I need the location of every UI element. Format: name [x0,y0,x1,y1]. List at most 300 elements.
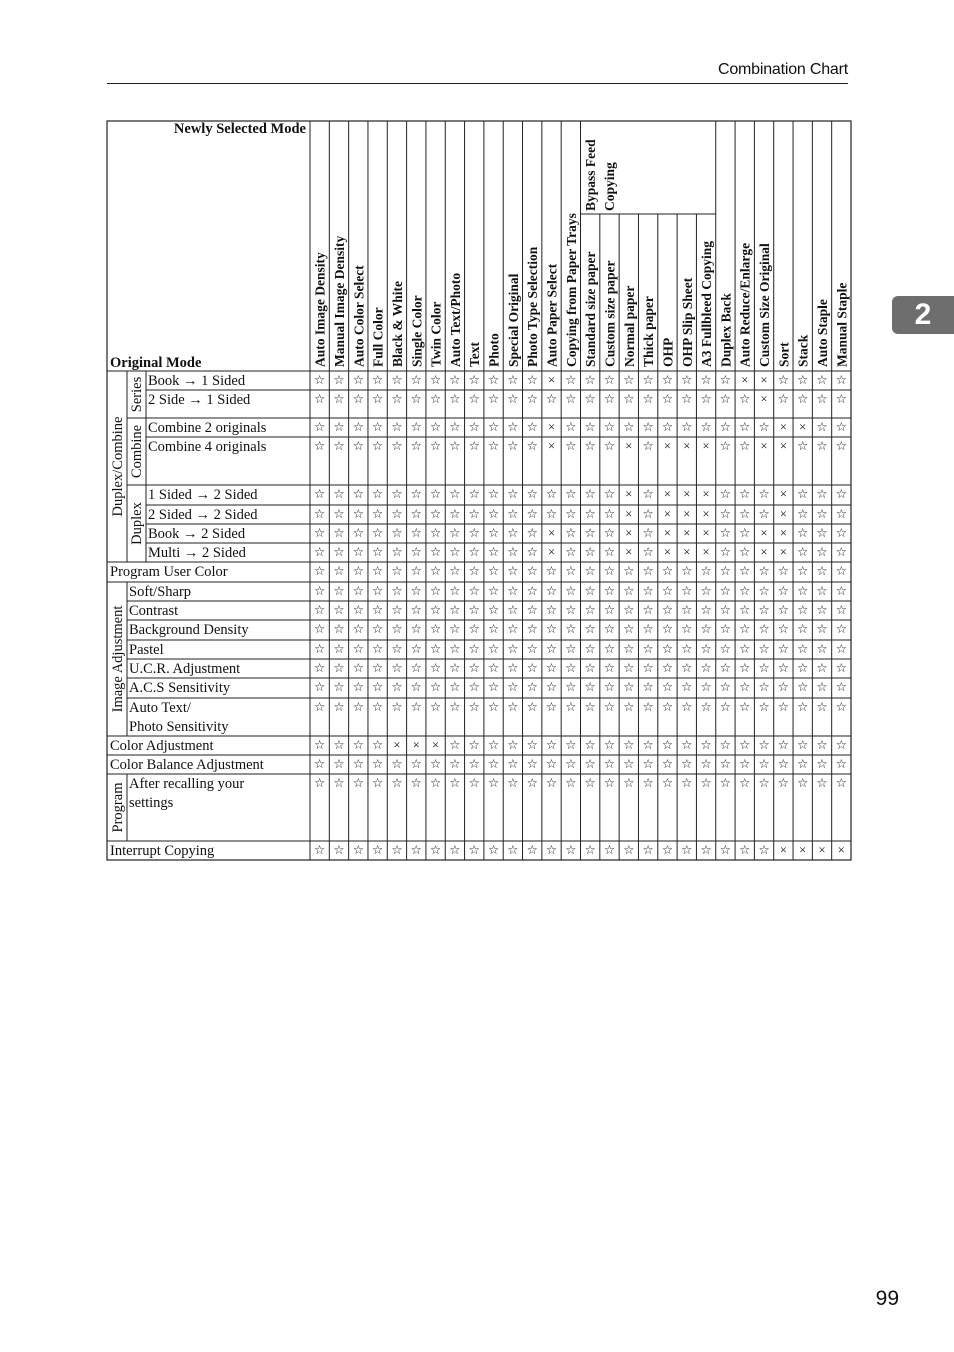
cell-allowed-mark: ☆ [372,545,384,559]
cell-allowed-mark: ☆ [642,526,654,540]
cell-allowed-mark: ☆ [487,680,500,694]
cell-allowed-mark: ☆ [681,661,693,675]
cell-allowed-mark: ☆ [565,738,577,752]
cell-allowed-mark: ☆ [429,564,442,578]
cell-allowed-mark: ☆ [507,642,519,656]
cell-allowed-mark: ☆ [314,642,326,656]
cell-allowed-mark: ☆ [449,680,461,694]
cell-allowed-mark: ☆ [797,700,809,714]
cell-allowed-mark: ☆ [739,738,751,752]
cell-allowed-mark: ☆ [507,843,519,857]
cell-allowed-mark: ☆ [391,680,403,694]
cell-allowed-mark: ☆ [468,776,480,790]
cell-allowed-mark: ☆ [545,487,558,501]
cell-allowed-mark: ☆ [391,622,403,636]
cell-allowed-mark: ☆ [487,738,500,752]
cell-allowed-mark: ☆ [507,776,519,790]
group-header-bypass-feed: Bypass Feed [583,139,599,211]
cell-allowed-mark: ☆ [642,564,654,578]
cell-allowed-mark: ☆ [816,757,828,771]
cell-allowed-mark: ☆ [333,507,345,521]
cell-allowed-mark: ☆ [468,603,480,617]
cell-allowed-mark: ☆ [758,843,770,857]
cell-allowed-mark: ☆ [603,584,616,598]
cell-allowed-mark: ☆ [797,373,809,387]
cell-allowed-mark: ☆ [758,642,770,656]
cell-allowed-mark: ☆ [835,420,847,434]
cell-allowed-mark: ☆ [487,526,500,540]
cell-allowed-mark: ☆ [719,373,732,387]
cell-not-allowed-mark: × [547,373,556,387]
cell-allowed-mark: ☆ [468,700,480,714]
cell-allowed-mark: ☆ [739,564,751,578]
cell-allowed-mark: ☆ [333,603,345,617]
cell-allowed-mark: ☆ [584,843,596,857]
cell-allowed-mark: ☆ [584,757,596,771]
cell-allowed-mark: ☆ [758,603,770,617]
cell-allowed-mark: ☆ [468,439,480,453]
cell-allowed-mark: ☆ [526,680,538,694]
cell-allowed-mark: ☆ [352,661,364,675]
cell-allowed-mark: ☆ [507,757,519,771]
cell-allowed-mark: ☆ [391,603,403,617]
cell-allowed-mark: ☆ [797,439,809,453]
cell-allowed-mark: ☆ [719,738,732,752]
cell-allowed-mark: ☆ [487,622,500,636]
cell-allowed-mark: ☆ [739,603,751,617]
cell-allowed-mark: ☆ [835,700,847,714]
column-header: Photo [486,333,502,367]
cell-allowed-mark: ☆ [584,373,596,387]
cell-allowed-mark: ☆ [700,661,712,675]
cell-allowed-mark: ☆ [603,564,616,578]
cell-allowed-mark: ☆ [584,584,596,598]
cell-allowed-mark: ☆ [333,584,345,598]
cell-allowed-mark: ☆ [410,487,422,501]
cell-not-allowed-mark: × [663,487,671,501]
cell-allowed-mark: ☆ [565,373,577,387]
cell-allowed-mark: ☆ [835,373,847,387]
cell-allowed-mark: ☆ [372,564,384,578]
cell-allowed-mark: ☆ [835,526,847,540]
cell-allowed-mark: ☆ [526,507,538,521]
cell-allowed-mark: ☆ [661,776,674,790]
cell-allowed-mark: ☆ [391,392,403,406]
cell-allowed-mark: ☆ [545,680,558,694]
cell-not-allowed-mark: × [760,545,768,559]
cell-allowed-mark: ☆ [565,564,577,578]
cell-allowed-mark: ☆ [449,584,461,598]
cell-allowed-mark: ☆ [468,545,480,559]
cell-allowed-mark: ☆ [758,661,770,675]
cell-allowed-mark: ☆ [333,564,345,578]
cell-allowed-mark: ☆ [449,622,461,636]
cell-allowed-mark: ☆ [623,622,635,636]
column-header: Manual Image Density [331,235,347,367]
cell-allowed-mark: ☆ [681,738,693,752]
cell-allowed-mark: ☆ [719,680,732,694]
cell-allowed-mark: ☆ [623,661,635,675]
subgroup-combine: Combine [129,424,145,479]
cell-allowed-mark: ☆ [352,642,364,656]
cell-allowed-mark: ☆ [352,603,364,617]
cell-allowed-mark: ☆ [603,392,616,406]
cell-allowed-mark: ☆ [468,373,480,387]
corner-original-mode: Original Mode [110,355,202,371]
cell-allowed-mark: ☆ [623,392,635,406]
cell-allowed-mark: ☆ [603,439,616,453]
cell-not-allowed-mark: × [760,392,768,406]
cell-allowed-mark: ☆ [816,564,828,578]
cell-allowed-mark: ☆ [314,661,326,675]
cell-allowed-mark: ☆ [661,373,674,387]
cell-allowed-mark: ☆ [603,680,616,694]
cell-allowed-mark: ☆ [623,564,635,578]
cell-not-allowed-mark: × [702,487,710,501]
cell-not-allowed-mark: × [547,526,556,540]
cell-not-allowed-mark: × [702,507,710,521]
cell-not-allowed-mark: × [683,545,691,559]
cell-allowed-mark: ☆ [719,642,732,656]
cell-allowed-mark: ☆ [719,545,732,559]
cell-allowed-mark: ☆ [816,526,828,540]
cell-allowed-mark: ☆ [661,584,674,598]
cell-not-allowed-mark: × [760,373,768,387]
cell-allowed-mark: ☆ [642,843,654,857]
cell-allowed-mark: ☆ [468,680,480,694]
cell-not-allowed-mark: × [625,545,633,559]
cell-not-allowed-mark: × [547,420,556,434]
cell-not-allowed-mark: × [799,843,807,857]
cell-allowed-mark: ☆ [700,738,712,752]
cell-allowed-mark: ☆ [372,439,384,453]
row-label: Combine 4 originals [148,439,267,455]
cell-not-allowed-mark: × [625,487,633,501]
cell-allowed-mark: ☆ [719,507,732,521]
cell-allowed-mark: ☆ [565,545,577,559]
cell-allowed-mark: ☆ [507,622,519,636]
cell-allowed-mark: ☆ [661,843,674,857]
cell-allowed-mark: ☆ [777,757,789,771]
cell-allowed-mark: ☆ [429,584,442,598]
cell-allowed-mark: ☆ [584,487,596,501]
cell-allowed-mark: ☆ [603,603,616,617]
cell-allowed-mark: ☆ [352,373,364,387]
cell-allowed-mark: ☆ [314,420,326,434]
cell-allowed-mark: ☆ [410,776,422,790]
cell-allowed-mark: ☆ [719,776,732,790]
cell-allowed-mark: ☆ [739,700,751,714]
cell-allowed-mark: ☆ [487,392,500,406]
cell-allowed-mark: ☆ [468,843,480,857]
cell-allowed-mark: ☆ [429,507,442,521]
cell-allowed-mark: ☆ [333,700,345,714]
cell-allowed-mark: ☆ [429,843,442,857]
row-label: Auto Text/ [129,700,191,716]
cell-allowed-mark: ☆ [797,526,809,540]
cell-allowed-mark: ☆ [816,603,828,617]
cell-allowed-mark: ☆ [816,584,828,598]
cell-allowed-mark: ☆ [410,564,422,578]
cell-allowed-mark: ☆ [526,603,538,617]
cell-allowed-mark: ☆ [314,584,326,598]
cell-allowed-mark: ☆ [835,545,847,559]
cell-allowed-mark: ☆ [623,420,635,434]
cell-allowed-mark: ☆ [835,738,847,752]
cell-allowed-mark: ☆ [565,584,577,598]
cell-allowed-mark: ☆ [739,507,751,521]
cell-not-allowed-mark: × [837,843,845,857]
cell-allowed-mark: ☆ [391,373,403,387]
cell-allowed-mark: ☆ [487,439,500,453]
cell-not-allowed-mark: × [547,439,556,453]
cell-not-allowed-mark: × [393,738,401,752]
cell-allowed-mark: ☆ [565,776,577,790]
cell-allowed-mark: ☆ [758,564,770,578]
cell-allowed-mark: ☆ [816,373,828,387]
cell-allowed-mark: ☆ [372,420,384,434]
cell-allowed-mark: ☆ [468,757,480,771]
row-label: Soft/Sharp [129,584,192,600]
cell-allowed-mark: ☆ [545,622,558,636]
cell-allowed-mark: ☆ [642,622,654,636]
cell-allowed-mark: ☆ [352,776,364,790]
cell-allowed-mark: ☆ [719,757,732,771]
cell-allowed-mark: ☆ [661,392,674,406]
cell-allowed-mark: ☆ [758,507,770,521]
cell-allowed-mark: ☆ [739,680,751,694]
cell-allowed-mark: ☆ [449,776,461,790]
cell-allowed-mark: ☆ [816,622,828,636]
cell-allowed-mark: ☆ [565,392,577,406]
cell-allowed-mark: ☆ [487,757,500,771]
cell-allowed-mark: ☆ [545,603,558,617]
cell-allowed-mark: ☆ [700,420,712,434]
row-label: After recalling your [129,776,245,792]
cell-allowed-mark: ☆ [584,700,596,714]
cell-allowed-mark: ☆ [603,526,616,540]
cell-allowed-mark: ☆ [835,392,847,406]
column-header: Stack [795,334,811,367]
column-header: Black & White [389,280,405,367]
cell-allowed-mark: ☆ [429,526,442,540]
cell-allowed-mark: ☆ [449,843,461,857]
cell-allowed-mark: ☆ [758,584,770,598]
cell-allowed-mark: ☆ [797,564,809,578]
row-label: Combine 2 originals [148,420,267,436]
cell-allowed-mark: ☆ [797,738,809,752]
cell-allowed-mark: ☆ [642,603,654,617]
cell-allowed-mark: ☆ [681,642,693,656]
cell-allowed-mark: ☆ [410,843,422,857]
cell-allowed-mark: ☆ [623,843,635,857]
cell-not-allowed-mark: × [702,439,710,453]
cell-allowed-mark: ☆ [584,507,596,521]
cell-allowed-mark: ☆ [429,603,442,617]
cell-allowed-mark: ☆ [719,487,732,501]
cell-allowed-mark: ☆ [507,526,519,540]
cell-allowed-mark: ☆ [681,776,693,790]
chapter-tab[interactable]: 2 [892,296,954,334]
cell-allowed-mark: ☆ [642,738,654,752]
cell-allowed-mark: ☆ [410,603,422,617]
cell-not-allowed-mark: × [625,526,633,540]
cell-allowed-mark: ☆ [777,776,789,790]
cell-allowed-mark: ☆ [719,439,732,453]
cell-allowed-mark: ☆ [429,439,442,453]
cell-allowed-mark: ☆ [507,584,519,598]
cell-allowed-mark: ☆ [352,584,364,598]
cell-allowed-mark: ☆ [372,738,384,752]
group-program: Program [110,782,126,833]
column-header: Auto Reduce/Enlarge [737,242,753,367]
cell-allowed-mark: ☆ [526,564,538,578]
cell-allowed-mark: ☆ [816,439,828,453]
cell-allowed-mark: ☆ [603,487,616,501]
cell-allowed-mark: ☆ [372,680,384,694]
cell-allowed-mark: ☆ [545,564,558,578]
cell-allowed-mark: ☆ [449,526,461,540]
cell-allowed-mark: ☆ [352,420,364,434]
cell-allowed-mark: ☆ [468,738,480,752]
cell-not-allowed-mark: × [779,507,787,521]
cell-allowed-mark: ☆ [642,680,654,694]
cell-allowed-mark: ☆ [410,420,422,434]
column-header: Special Original [505,273,521,367]
cell-allowed-mark: ☆ [429,392,442,406]
cell-allowed-mark: ☆ [314,526,326,540]
cell-allowed-mark: ☆ [797,757,809,771]
column-header: Manual Staple [834,282,850,367]
cell-allowed-mark: ☆ [487,843,500,857]
cell-allowed-mark: ☆ [661,661,674,675]
cell-allowed-mark: ☆ [758,738,770,752]
cell-allowed-mark: ☆ [391,661,403,675]
cell-allowed-mark: ☆ [449,507,461,521]
column-header: Twin Color [428,301,444,367]
cell-not-allowed-mark: × [663,526,671,540]
cell-allowed-mark: ☆ [314,757,326,771]
cell-allowed-mark: ☆ [642,642,654,656]
cell-allowed-mark: ☆ [352,843,364,857]
cell-allowed-mark: ☆ [352,487,364,501]
cell-allowed-mark: ☆ [603,700,616,714]
cell-allowed-mark: ☆ [449,373,461,387]
cell-allowed-mark: ☆ [391,757,403,771]
cell-allowed-mark: ☆ [603,757,616,771]
cell-allowed-mark: ☆ [545,700,558,714]
cell-allowed-mark: ☆ [545,843,558,857]
cell-allowed-mark: ☆ [739,584,751,598]
cell-allowed-mark: ☆ [565,843,577,857]
cell-allowed-mark: ☆ [777,373,789,387]
cell-allowed-mark: ☆ [603,738,616,752]
cell-allowed-mark: ☆ [487,507,500,521]
cell-allowed-mark: ☆ [603,373,616,387]
group-duplex-combine: Duplex/Combine [110,416,126,517]
cell-allowed-mark: ☆ [314,776,326,790]
cell-allowed-mark: ☆ [333,757,345,771]
cell-not-allowed-mark: × [663,439,671,453]
column-header: Standard size paper [583,251,599,367]
cell-allowed-mark: ☆ [545,584,558,598]
cell-allowed-mark: ☆ [700,700,712,714]
column-header: Custom Size Original [757,243,773,367]
cell-allowed-mark: ☆ [487,661,500,675]
cell-allowed-mark: ☆ [700,392,712,406]
cell-allowed-mark: ☆ [642,507,654,521]
cell-allowed-mark: ☆ [545,757,558,771]
cell-allowed-mark: ☆ [565,680,577,694]
cell-allowed-mark: ☆ [487,700,500,714]
cell-allowed-mark: ☆ [410,439,422,453]
cell-allowed-mark: ☆ [314,507,326,521]
cell-allowed-mark: ☆ [391,439,403,453]
cell-allowed-mark: ☆ [719,622,732,636]
cell-allowed-mark: ☆ [681,680,693,694]
column-header: Full Color [370,307,386,367]
cell-allowed-mark: ☆ [700,564,712,578]
cell-not-allowed-mark: × [779,526,787,540]
cell-allowed-mark: ☆ [487,584,500,598]
column-header: Text [467,341,483,367]
cell-allowed-mark: ☆ [333,661,345,675]
cell-allowed-mark: ☆ [603,622,616,636]
cell-allowed-mark: ☆ [507,738,519,752]
cell-not-allowed-mark: × [683,439,691,453]
cell-allowed-mark: ☆ [797,487,809,501]
cell-allowed-mark: ☆ [700,622,712,636]
cell-allowed-mark: ☆ [565,603,577,617]
cell-allowed-mark: ☆ [661,738,674,752]
row-label: Color Balance Adjustment [110,757,264,773]
cell-allowed-mark: ☆ [391,776,403,790]
cell-allowed-mark: ☆ [816,642,828,656]
cell-allowed-mark: ☆ [449,545,461,559]
cell-allowed-mark: ☆ [719,420,732,434]
cell-allowed-mark: ☆ [758,776,770,790]
cell-allowed-mark: ☆ [661,642,674,656]
cell-allowed-mark: ☆ [410,700,422,714]
cell-allowed-mark: ☆ [487,420,500,434]
cell-allowed-mark: ☆ [410,545,422,559]
column-header: OHP [660,337,676,367]
cell-allowed-mark: ☆ [719,584,732,598]
cell-allowed-mark: ☆ [468,584,480,598]
cell-allowed-mark: ☆ [623,738,635,752]
cell-allowed-mark: ☆ [391,545,403,559]
cell-allowed-mark: ☆ [391,642,403,656]
cell-allowed-mark: ☆ [526,373,538,387]
cell-not-allowed-mark: × [683,487,691,501]
cell-allowed-mark: ☆ [507,392,519,406]
cell-not-allowed-mark: × [683,507,691,521]
cell-not-allowed-mark: × [702,526,710,540]
group-header-copying: Copying [602,162,618,211]
cell-allowed-mark: ☆ [584,738,596,752]
page-number: 99 [875,1287,899,1310]
cell-allowed-mark: ☆ [429,487,442,501]
cell-allowed-mark: ☆ [777,584,789,598]
cell-allowed-mark: ☆ [739,439,751,453]
cell-allowed-mark: ☆ [526,622,538,636]
cell-allowed-mark: ☆ [352,545,364,559]
cell-allowed-mark: ☆ [314,564,326,578]
cell-allowed-mark: ☆ [372,661,384,675]
cell-allowed-mark: ☆ [603,642,616,656]
cell-allowed-mark: ☆ [468,564,480,578]
cell-allowed-mark: ☆ [623,373,635,387]
